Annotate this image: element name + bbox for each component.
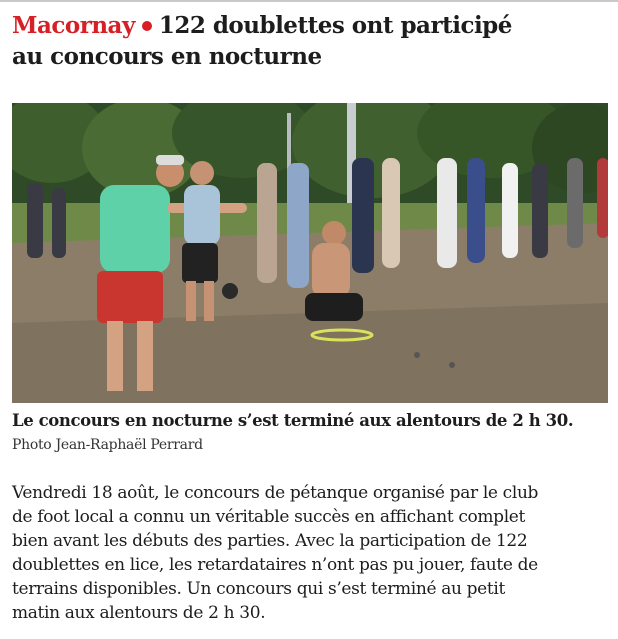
body-line: bien avant les débuts des parties. Avec la participation de 122 <box>12 531 528 551</box>
body-line: terrains disponibles. Un concours qui s’est terminé au petit <box>12 579 505 599</box>
body-line: Vendredi 18 août, le concours de pétanque organisé par le club <box>12 483 539 503</box>
photo-caption: Le concours en nocturne s’est terminé aux alentours de 2 h 30. <box>12 411 574 430</box>
headline-line-1: 122 doublettes ont participé <box>158 12 512 39</box>
red-bullet-icon <box>142 21 152 31</box>
article-body <box>12 481 612 625</box>
article-headline <box>12 10 608 72</box>
body-line: doublettes en lice, les retardataires n’ont pas pu jouer, faute de <box>12 555 538 575</box>
body-line: de foot local a connu un véritable succès en affichant complet <box>12 507 525 527</box>
petanque-crowd-photo <box>12 103 608 403</box>
top-rule <box>0 0 618 2</box>
article-photo <box>12 103 608 403</box>
headline-line-2: au concours en nocturne <box>12 43 322 70</box>
kicker-location: Macornay <box>12 12 135 39</box>
photo-credit: Photo Jean-Raphaël Perrard <box>12 437 203 453</box>
body-line: matin aux alentours de 2 h 30. <box>12 603 266 623</box>
